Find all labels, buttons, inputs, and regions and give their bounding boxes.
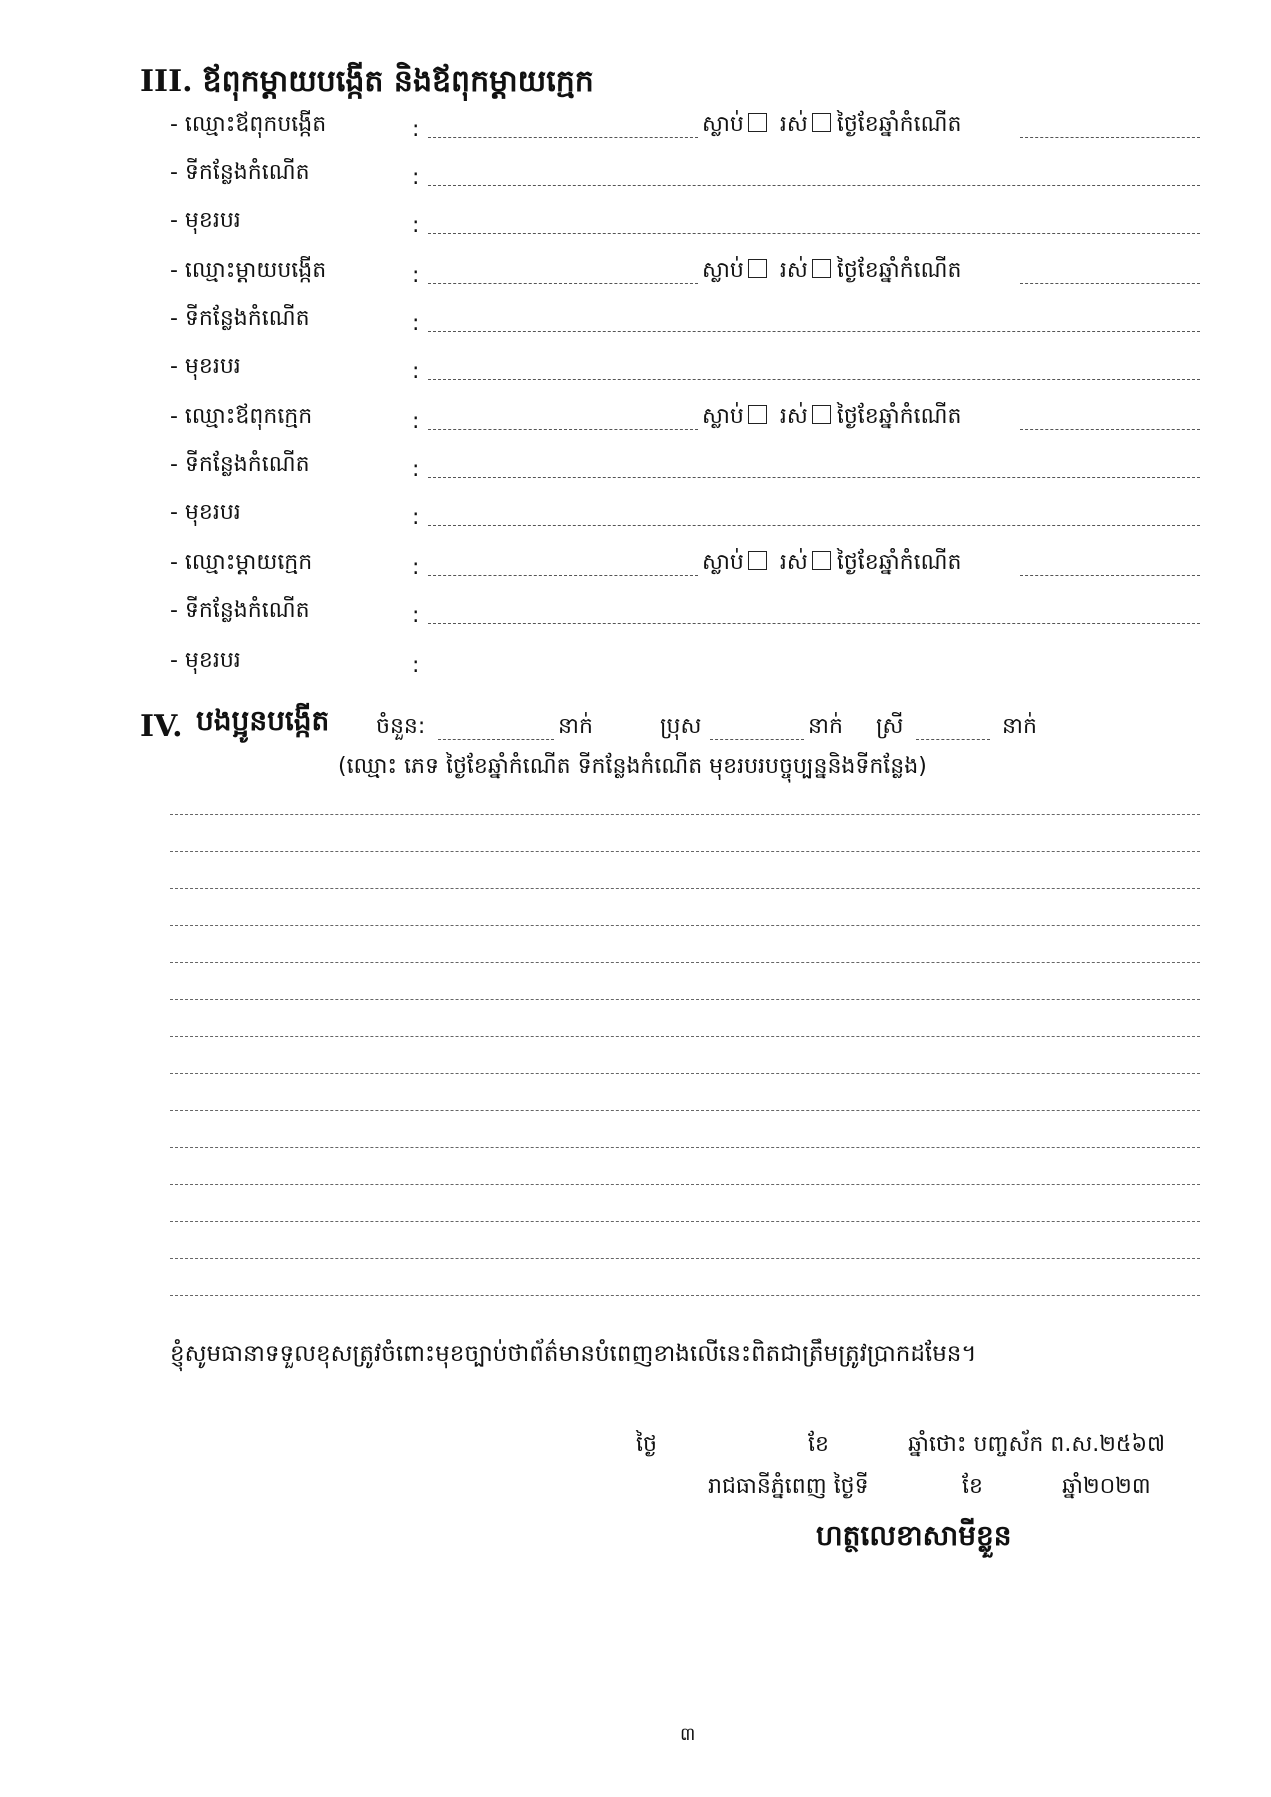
mother-dob-field[interactable] xyxy=(1020,283,1200,284)
colon: : xyxy=(412,213,420,238)
sibling-entry-line[interactable] xyxy=(170,1295,1200,1296)
colon: : xyxy=(412,653,420,678)
siblings-instruction: (ឈ្មោះ ភេទ ថ្ងៃខែឆ្នាំកំណើត ទីកន្លែងកំណើត មុខរបរបច្ចុប្បន្ននិងទីកន្លែង) xyxy=(338,754,927,779)
male-label: ប្រុស xyxy=(660,714,702,739)
total-count-field[interactable] xyxy=(438,739,554,740)
solar-month-label: ខែ xyxy=(962,1474,983,1499)
occupation-label: - មុខរបរ xyxy=(170,648,241,673)
father-in-law-name-field[interactable] xyxy=(428,429,698,430)
lunar-date xyxy=(636,1430,1200,1464)
father-in-law-name-row xyxy=(170,402,1200,436)
colon: : xyxy=(412,117,420,142)
mother-in-law-occupation-row xyxy=(170,646,1200,680)
colon: : xyxy=(412,359,420,384)
occupation-label: - មុខរបរ xyxy=(170,208,241,233)
colon: : xyxy=(412,409,420,434)
alive-checkbox[interactable] xyxy=(812,113,831,132)
sibling-entry-line[interactable] xyxy=(170,1073,1200,1074)
place-day-label: រាជធានីភ្នំពេញ ថ្ងៃទី xyxy=(708,1474,869,1499)
mother-in-law-name-row xyxy=(170,548,1200,582)
sibling-entry-line[interactable] xyxy=(170,962,1200,963)
status-group xyxy=(702,548,961,580)
sibling-entry-line[interactable] xyxy=(170,814,1200,815)
father-in-law-name-label: - ឈ្មោះឪពុកក្មេក xyxy=(170,404,313,429)
mother-in-law-name-label: - ឈ្មោះម្តាយក្មេក xyxy=(170,550,313,575)
declaration-text: ខ្ញុំសូមធានាទទួលខុសត្រូវចំពោះមុខច្បាប់ថាព័ត៌មានបំពេញខាងលើនេះពិតជាត្រឹមត្រូវប្រាកដមែន។ xyxy=(170,1341,977,1367)
section-3-numeral: III. xyxy=(140,64,193,99)
birthplace-label: - ទីកន្លែងកំណើត xyxy=(170,160,310,185)
dob-label: ថ្ងៃខែឆ្នាំកំណើត xyxy=(836,112,962,137)
mother-name-field[interactable] xyxy=(428,283,698,284)
father-dob-field[interactable] xyxy=(1020,137,1200,138)
father-in-law-dob-field[interactable] xyxy=(1020,429,1200,430)
section-3-title xyxy=(140,62,594,106)
sibling-entry-line[interactable] xyxy=(170,999,1200,1000)
alive-label: រស់ xyxy=(779,404,808,429)
father-name-field[interactable] xyxy=(428,137,698,138)
siblings-header xyxy=(140,704,1200,748)
sibling-entry-line[interactable] xyxy=(170,1184,1200,1185)
signature-label: ហត្ថលេខាសាមីខ្លួន xyxy=(816,1519,1012,1552)
female-count-field[interactable] xyxy=(916,739,990,740)
father-name-label: - ឈ្មោះឪពុកបង្កើត xyxy=(170,112,327,137)
dead-label: ស្លាប់ xyxy=(702,404,744,429)
alive-label: រស់ xyxy=(779,112,808,137)
colon: : xyxy=(412,165,420,190)
father-in-law-birthplace-field[interactable] xyxy=(428,477,1200,478)
alive-checkbox[interactable] xyxy=(812,259,831,278)
alive-checkbox[interactable] xyxy=(812,405,831,424)
dead-label: ស្លាប់ xyxy=(702,258,744,283)
occupation-label: - មុខរបរ xyxy=(170,354,241,379)
colon: : xyxy=(412,263,420,288)
mother-in-law-birthplace-row xyxy=(170,596,1200,630)
father-in-law-occupation-row xyxy=(170,498,1200,532)
female-label: ស្រី xyxy=(876,714,904,739)
father-in-law-birthplace-row xyxy=(170,450,1200,484)
status-group xyxy=(702,256,961,288)
dob-label: ថ្ងៃខែឆ្នាំកំណើត xyxy=(836,258,962,283)
lunar-month-label: ខែ xyxy=(808,1432,829,1457)
mother-in-law-dob-field[interactable] xyxy=(1020,575,1200,576)
count-label: ចំនួន: xyxy=(376,714,426,739)
mother-name-label: - ឈ្មោះម្តាយបង្កើត xyxy=(170,258,327,283)
solar-year-label: ឆ្នាំ២០២៣ xyxy=(1062,1474,1151,1499)
birthplace-label: - ទីកន្លែងកំណើត xyxy=(170,598,310,623)
alive-label: រស់ xyxy=(779,550,808,575)
birthplace-label: - ទីកន្លែងកំណើត xyxy=(170,452,310,477)
colon: : xyxy=(412,311,420,336)
colon: : xyxy=(412,505,420,530)
sibling-entry-line[interactable] xyxy=(170,851,1200,852)
mother-in-law-name-field[interactable] xyxy=(428,575,698,576)
dead-checkbox[interactable] xyxy=(748,113,767,132)
father-occupation-field[interactable] xyxy=(428,233,1200,234)
persons-label-3: នាក់ xyxy=(1002,714,1037,739)
mother-occupation-field[interactable] xyxy=(428,379,1200,380)
persons-label-1: នាក់ xyxy=(558,714,593,739)
dead-label: ស្លាប់ xyxy=(702,550,744,575)
sibling-entry-line[interactable] xyxy=(170,1221,1200,1222)
mother-birthplace-field[interactable] xyxy=(428,331,1200,332)
lunar-day-label: ថ្ងៃ xyxy=(636,1432,657,1457)
father-birthplace-field[interactable] xyxy=(428,185,1200,186)
dob-label: ថ្ងៃខែឆ្នាំកំណើត xyxy=(836,404,962,429)
dead-label: ស្លាប់ xyxy=(702,112,744,137)
colon: : xyxy=(412,457,420,482)
dead-checkbox[interactable] xyxy=(748,259,767,278)
father-birthplace-row xyxy=(170,158,1200,192)
colon: : xyxy=(412,555,420,580)
mother-occupation-row xyxy=(170,352,1200,386)
colon: : xyxy=(412,603,420,628)
birthplace-label: - ទីកន្លែងកំណើត xyxy=(170,306,310,331)
solar-date xyxy=(708,1472,1168,1506)
occupation-label: - មុខរបរ xyxy=(170,500,241,525)
sibling-entry-line[interactable] xyxy=(170,888,1200,889)
lunar-year-label: ឆ្នាំថោះ បញ្ចស័ក ព.ស.២៥៦៧ xyxy=(908,1432,1166,1457)
male-count-field[interactable] xyxy=(710,739,804,740)
sibling-entry-line[interactable] xyxy=(170,925,1200,926)
status-group xyxy=(702,402,961,434)
mother-birthplace-row xyxy=(170,304,1200,338)
sibling-entry-line[interactable] xyxy=(170,1147,1200,1148)
page-number: ៣ xyxy=(680,1724,696,1745)
father-in-law-occupation-field[interactable] xyxy=(428,525,1200,526)
dob-label: ថ្ងៃខែឆ្នាំកំណើត xyxy=(836,550,962,575)
status-group xyxy=(702,110,961,142)
dead-checkbox[interactable] xyxy=(748,405,767,424)
mother-in-law-birthplace-field[interactable] xyxy=(428,623,1200,624)
alive-checkbox[interactable] xyxy=(812,551,831,570)
mother-name-row xyxy=(170,256,1200,290)
dead-checkbox[interactable] xyxy=(748,551,767,570)
alive-label: រស់ xyxy=(779,258,808,283)
section-3-heading: ឪពុកម្តាយបង្កើត និងឪពុកម្តាយក្មេក xyxy=(202,64,594,99)
sibling-entry-line[interactable] xyxy=(170,1036,1200,1037)
section-4-title: បងប្អូនបង្កើត xyxy=(196,704,330,737)
father-name-row xyxy=(170,110,1200,144)
sibling-entry-line[interactable] xyxy=(170,1258,1200,1259)
sibling-entry-line[interactable] xyxy=(170,1110,1200,1111)
persons-label-2: នាក់ xyxy=(808,714,843,739)
section-4-numeral: IV. xyxy=(140,709,183,744)
father-occupation-row xyxy=(170,206,1200,240)
